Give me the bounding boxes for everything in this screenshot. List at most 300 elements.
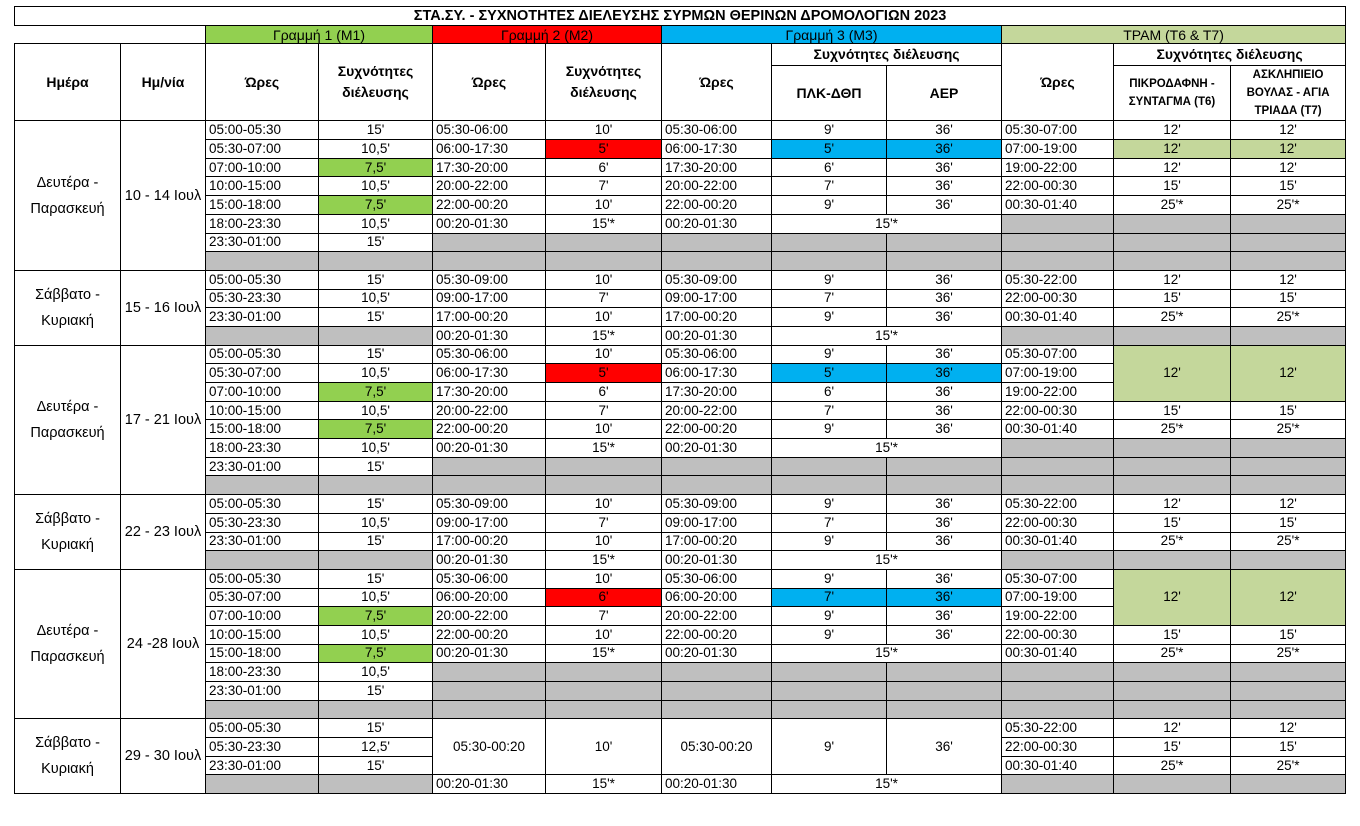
time-range-cell: 00:30-01:40	[1002, 308, 1114, 327]
time-range-cell: 05:30-06:00	[433, 569, 546, 588]
frequency-cell: 15'	[1114, 401, 1231, 420]
time-range-cell: 23:30-01:00	[206, 233, 319, 252]
frequency-cell: 12'	[1114, 270, 1231, 289]
frequency-cell: 10'	[546, 569, 662, 588]
time-range-cell: 20:00-22:00	[662, 607, 772, 626]
frequency-cell: 15'	[1231, 513, 1346, 532]
time-range-cell: 17:30-20:00	[662, 158, 772, 177]
frequency-cell: 9'	[772, 420, 887, 439]
empty-cell	[1002, 551, 1114, 570]
table-row	[15, 644, 1346, 663]
empty-cell	[1231, 233, 1346, 252]
frequency-cell: 9'	[772, 719, 887, 775]
empty-cell	[1002, 439, 1114, 458]
table-row	[15, 289, 1346, 308]
frequency-cell: 12'	[1114, 569, 1231, 625]
empty-cell	[433, 457, 546, 476]
m2-hours-header: Ώρες	[433, 44, 546, 121]
empty-cell	[1231, 775, 1346, 794]
time-range-cell: 05:30-07:00	[1002, 345, 1114, 364]
frequency-cell: 36'	[887, 140, 1002, 159]
date-cell: 15 - 16 Ιουλ	[121, 270, 206, 345]
table-row	[15, 476, 1346, 495]
table-row	[15, 439, 1346, 458]
empty-cell	[433, 682, 546, 701]
m2-frequency-header: Συχνότητες διέλευσης	[546, 44, 662, 121]
time-range-cell: 00:20-01:30	[433, 439, 546, 458]
table-row	[15, 252, 1346, 271]
frequency-cell: 5'	[772, 140, 887, 159]
time-range-cell: 05:00-05:30	[206, 345, 319, 364]
table-row	[15, 196, 1346, 215]
time-range-cell: 23:30-01:00	[206, 682, 319, 701]
frequency-cell: 15'*	[546, 214, 662, 233]
date-cell: 29 - 30 Ιουλ	[121, 719, 206, 794]
time-range-cell: 05:30-07:00	[1002, 121, 1114, 140]
frequency-cell: 5'	[546, 364, 662, 383]
frequency-cell: 7'	[546, 289, 662, 308]
table-row	[15, 625, 1346, 644]
empty-cell	[319, 326, 433, 345]
frequency-cell: 36'	[887, 121, 1002, 140]
frequency-cell: 15'	[1231, 177, 1346, 196]
frequency-cell: 12'	[1114, 345, 1231, 401]
empty-cell	[546, 663, 662, 682]
empty-cell	[1231, 700, 1346, 719]
frequency-cell: 36'	[887, 158, 1002, 177]
frequency-cell: 10'	[546, 532, 662, 551]
time-range-cell: 05:30-22:00	[1002, 270, 1114, 289]
empty-cell	[1002, 663, 1114, 682]
time-range-cell: 06:00-17:30	[662, 140, 772, 159]
frequency-cell: 10,5'	[319, 364, 433, 383]
time-range-cell: 22:00-00:20	[433, 420, 546, 439]
table-row	[15, 569, 1346, 588]
time-range-cell: 06:00-17:30	[433, 140, 546, 159]
frequency-cell: 10,5'	[319, 513, 433, 532]
empty-cell	[1002, 775, 1114, 794]
frequency-cell: 9'	[772, 607, 887, 626]
time-range-cell: 00:20-01:30	[662, 214, 772, 233]
time-range-cell: 00:30-01:40	[1002, 196, 1114, 215]
time-range-cell: 06:00-17:30	[662, 364, 772, 383]
empty-cell	[662, 682, 772, 701]
time-range-cell: 17:00-00:20	[433, 308, 546, 327]
frequency-cell: 15'	[319, 308, 433, 327]
empty-cell	[1114, 457, 1231, 476]
frequency-cell: 36'	[887, 513, 1002, 532]
day-cell: Δευτέρα - Παρασκευή	[15, 121, 121, 271]
m1-frequency-header: Συχνότητες διέλευσης	[319, 44, 433, 121]
day-cell: Δευτέρα - Παρασκευή	[15, 345, 121, 495]
empty-cell	[546, 476, 662, 495]
time-range-cell: 20:00-22:00	[662, 401, 772, 420]
time-range-cell: 05:30-09:00	[433, 495, 546, 514]
frequency-cell: 36'	[887, 569, 1002, 588]
empty-cell	[772, 457, 887, 476]
frequency-cell: 36'	[887, 420, 1002, 439]
empty-cell	[206, 775, 319, 794]
empty-cell	[772, 663, 887, 682]
frequency-cell: 12'	[1231, 719, 1346, 738]
empty-cell	[887, 252, 1002, 271]
frequency-cell: 10'	[546, 495, 662, 514]
frequency-cell: 36'	[887, 270, 1002, 289]
frequency-cell: 10,5'	[319, 289, 433, 308]
time-range-cell: 23:30-01:00	[206, 756, 319, 775]
frequency-cell: 36'	[887, 196, 1002, 215]
empty-cell	[433, 476, 546, 495]
time-range-cell: 22:00-00:30	[1002, 513, 1114, 532]
frequency-cell: 7'	[546, 401, 662, 420]
table-row	[15, 140, 1346, 159]
time-range-cell: 00:20-01:30	[662, 551, 772, 570]
frequency-cell: 15'*	[546, 644, 662, 663]
frequency-cell: 15'*	[772, 775, 1002, 794]
empty-cell	[1002, 457, 1114, 476]
frequency-cell: 12'	[1114, 719, 1231, 738]
empty-cell	[1231, 476, 1346, 495]
empty-cell	[319, 775, 433, 794]
time-range-cell: 20:00-22:00	[433, 401, 546, 420]
frequency-cell: 15'	[319, 345, 433, 364]
time-range-cell: 09:00-17:00	[433, 513, 546, 532]
m3-aer-header: ΑΕΡ	[887, 66, 1002, 121]
time-range-cell: 05:30-07:00	[1002, 569, 1114, 588]
date-cell: 17 - 21 Ιουλ	[121, 345, 206, 495]
time-range-cell: 09:00-17:00	[433, 289, 546, 308]
table-row	[15, 457, 1346, 476]
frequency-cell: 12'	[1231, 345, 1346, 401]
time-range-cell: 23:30-01:00	[206, 532, 319, 551]
frequency-cell: 25'*	[1231, 196, 1346, 215]
table-row	[15, 401, 1346, 420]
frequency-cell: 15'*	[772, 326, 1002, 345]
empty-cell	[1231, 252, 1346, 271]
table-row	[15, 177, 1346, 196]
frequency-cell: 10,5'	[319, 439, 433, 458]
tram-frequency-header: Συχνότητες διέλευσης	[1114, 44, 1346, 66]
time-range-cell: 19:00-22:00	[1002, 158, 1114, 177]
time-range-cell: 05:00-05:30	[206, 719, 319, 738]
frequency-cell: 36'	[887, 383, 1002, 402]
frequency-cell: 15'	[1231, 289, 1346, 308]
time-range-cell: 07:00-10:00	[206, 383, 319, 402]
frequency-cell: 7,5'	[319, 383, 433, 402]
frequency-cell: 9'	[772, 532, 887, 551]
column-header-day: Ημέρα	[15, 44, 121, 121]
time-range-cell: 18:00-23:30	[206, 439, 319, 458]
table-row	[15, 233, 1346, 252]
frequency-cell: 36'	[887, 532, 1002, 551]
empty-cell	[1231, 457, 1346, 476]
time-range-cell: 05:30-09:00	[662, 270, 772, 289]
time-range-cell: 05:00-05:30	[206, 121, 319, 140]
empty-cell	[546, 233, 662, 252]
empty-cell	[1114, 476, 1231, 495]
frequency-cell: 7'	[546, 513, 662, 532]
frequency-cell: 7,5'	[319, 420, 433, 439]
empty-cell	[662, 663, 772, 682]
time-range-cell: 06:00-20:00	[433, 588, 546, 607]
frequency-cell: 7'	[772, 513, 887, 532]
time-range-cell: 05:30-07:00	[206, 364, 319, 383]
frequency-cell: 15'	[1114, 625, 1231, 644]
time-range-cell: 05:30-23:30	[206, 513, 319, 532]
empty-cell	[1114, 252, 1231, 271]
frequency-cell: 5'	[772, 364, 887, 383]
time-range-cell: 05:30-07:00	[206, 140, 319, 159]
time-range-cell: 00:20-01:30	[662, 439, 772, 458]
frequency-cell: 15'*	[546, 551, 662, 570]
tram-t7-header: ΑΣΚΛΗΠΙΕΙΟ ΒΟΥΛΑΣ - ΑΓΙΑ ΤΡΙΑΔΑ (Τ7)	[1231, 66, 1346, 121]
table-row	[15, 663, 1346, 682]
time-range-cell: 05:00-05:30	[206, 270, 319, 289]
table-row	[15, 719, 1346, 738]
frequency-cell: 7,5'	[319, 196, 433, 215]
frequency-cell: 7,5'	[319, 158, 433, 177]
time-range-cell: 22:00-00:20	[433, 625, 546, 644]
time-range-cell: 05:30-07:00	[206, 588, 319, 607]
time-range-cell: 22:00-00:20	[662, 420, 772, 439]
frequency-cell: 7'	[772, 588, 887, 607]
time-range-cell: 22:00-00:30	[1002, 625, 1114, 644]
frequency-cell: 25'*	[1231, 532, 1346, 551]
empty-cell	[662, 233, 772, 252]
table-row	[15, 308, 1346, 327]
tram-t6-header: ΠΙΚΡΟΔΑΦΝΗ - ΣΥΝΤΑΓΜΑ (Τ6)	[1114, 66, 1231, 121]
empty-cell	[433, 252, 546, 271]
empty-cell	[1114, 663, 1231, 682]
frequency-cell: 12'	[1114, 158, 1231, 177]
frequency-cell: 15'	[1114, 513, 1231, 532]
time-range-cell: 17:00-00:20	[662, 308, 772, 327]
table-row	[15, 270, 1346, 289]
frequency-cell: 10,5'	[319, 177, 433, 196]
frequency-cell: 15'*	[772, 551, 1002, 570]
empty-cell	[1114, 775, 1231, 794]
empty-cell	[1114, 214, 1231, 233]
empty-cell	[1231, 663, 1346, 682]
frequency-cell: 10,5'	[319, 588, 433, 607]
time-range-cell: 17:30-20:00	[433, 383, 546, 402]
table-row	[15, 700, 1346, 719]
frequency-cell: 25'*	[1114, 420, 1231, 439]
frequency-cell: 10,5'	[319, 140, 433, 159]
frequency-cell: 7'	[546, 177, 662, 196]
time-range-cell: 00:20-01:30	[662, 644, 772, 663]
time-range-cell: 22:00-00:30	[1002, 177, 1114, 196]
line-tram-header: ΤΡΑΜ (Τ6 & Τ7)	[1002, 25, 1346, 44]
time-range-cell: 17:00-00:20	[662, 532, 772, 551]
time-range-cell: 05:30-00:20	[433, 719, 546, 775]
empty-cell	[1002, 700, 1114, 719]
time-range-cell: 05:30-06:00	[662, 569, 772, 588]
time-range-cell: 10:00-15:00	[206, 401, 319, 420]
time-range-cell: 05:30-23:30	[206, 289, 319, 308]
frequency-cell: 9'	[772, 196, 887, 215]
empty-cell	[206, 700, 319, 719]
frequency-cell: 7,5'	[319, 644, 433, 663]
empty-cell	[433, 700, 546, 719]
empty-cell	[1114, 233, 1231, 252]
frequency-cell: 10,5'	[319, 625, 433, 644]
time-range-cell: 17:00-00:20	[433, 532, 546, 551]
line-m3-header: Γραμμή 3 (Μ3)	[662, 25, 1002, 44]
date-cell: 24 -28 Ιουλ	[121, 569, 206, 719]
header-spacer	[15, 25, 206, 44]
time-range-cell: 00:20-01:30	[433, 551, 546, 570]
day-cell: Σάββατο - Κυριακή	[15, 719, 121, 794]
time-range-cell: 23:30-01:00	[206, 457, 319, 476]
frequency-cell: 6'	[546, 588, 662, 607]
frequency-cell: 25'*	[1231, 420, 1346, 439]
empty-cell	[772, 700, 887, 719]
frequency-cell: 12'	[1114, 140, 1231, 159]
empty-cell	[1002, 682, 1114, 701]
schedule-document	[14, 6, 1346, 794]
time-range-cell: 07:00-19:00	[1002, 364, 1114, 383]
frequency-cell: 15'*	[772, 214, 1002, 233]
empty-cell	[887, 700, 1002, 719]
table-row	[15, 345, 1346, 364]
empty-cell	[1002, 233, 1114, 252]
time-range-cell: 09:00-17:00	[662, 289, 772, 308]
line-m2-header: Γραμμή 2 (Μ2)	[433, 25, 662, 44]
empty-cell	[1002, 214, 1114, 233]
empty-cell	[887, 457, 1002, 476]
time-range-cell: 05:30-06:00	[662, 121, 772, 140]
time-range-cell: 00:20-01:30	[433, 644, 546, 663]
frequency-cell: 15'*	[772, 439, 1002, 458]
empty-cell	[433, 233, 546, 252]
frequency-cell: 7,5'	[319, 607, 433, 626]
frequency-cell: 12'	[1231, 158, 1346, 177]
table-row	[15, 326, 1346, 345]
frequency-cell: 15'	[319, 121, 433, 140]
frequency-cell: 15'	[1114, 289, 1231, 308]
empty-cell	[1231, 214, 1346, 233]
time-range-cell: 07:00-10:00	[206, 158, 319, 177]
time-range-cell: 00:20-01:30	[662, 775, 772, 794]
frequency-cell: 25'*	[1114, 756, 1231, 775]
frequency-cell: 6'	[546, 158, 662, 177]
empty-cell	[1002, 476, 1114, 495]
frequency-cell: 36'	[887, 308, 1002, 327]
time-range-cell: 00:20-01:30	[662, 326, 772, 345]
empty-cell	[772, 682, 887, 701]
frequency-cell: 9'	[772, 270, 887, 289]
empty-cell	[1002, 252, 1114, 271]
empty-cell	[772, 233, 887, 252]
empty-cell	[1002, 326, 1114, 345]
time-range-cell: 22:00-00:20	[662, 196, 772, 215]
frequency-cell: 25'*	[1231, 644, 1346, 663]
frequency-cell: 25'*	[1231, 308, 1346, 327]
frequency-cell: 15'*	[546, 326, 662, 345]
m3-hours-header: Ώρες	[662, 44, 772, 121]
table-row	[15, 532, 1346, 551]
frequency-cell: 12,5'	[319, 738, 433, 757]
empty-cell	[1231, 326, 1346, 345]
frequency-cell: 25'*	[1231, 756, 1346, 775]
day-cell: Σάββατο - Κυριακή	[15, 495, 121, 570]
time-range-cell: 07:00-19:00	[1002, 140, 1114, 159]
schedule-table	[14, 6, 1346, 794]
table-row	[15, 775, 1346, 794]
frequency-cell: 15'	[319, 719, 433, 738]
empty-cell	[662, 476, 772, 495]
frequency-cell: 15'*	[772, 644, 1002, 663]
empty-cell	[887, 233, 1002, 252]
frequency-cell: 36'	[887, 401, 1002, 420]
frequency-cell: 36'	[887, 177, 1002, 196]
frequency-cell: 5'	[546, 140, 662, 159]
frequency-cell: 15'	[1231, 401, 1346, 420]
time-range-cell: 07:00-19:00	[1002, 588, 1114, 607]
frequency-cell: 10'	[546, 345, 662, 364]
empty-cell	[206, 551, 319, 570]
time-range-cell: 00:30-01:40	[1002, 644, 1114, 663]
time-range-cell: 06:00-17:30	[433, 364, 546, 383]
time-range-cell: 20:00-22:00	[662, 177, 772, 196]
frequency-cell: 15'	[319, 233, 433, 252]
frequency-cell: 25'*	[1114, 644, 1231, 663]
frequency-cell: 6'	[772, 383, 887, 402]
table-row	[15, 158, 1346, 177]
table-row	[15, 682, 1346, 701]
frequency-cell: 15'	[319, 270, 433, 289]
time-range-cell: 19:00-22:00	[1002, 607, 1114, 626]
time-range-cell: 05:00-05:30	[206, 569, 319, 588]
table-row	[15, 551, 1346, 570]
frequency-cell: 9'	[772, 625, 887, 644]
frequency-cell: 12'	[1231, 495, 1346, 514]
time-range-cell: 05:30-06:00	[433, 345, 546, 364]
day-cell: Δευτέρα - Παρασκευή	[15, 569, 121, 719]
frequency-cell: 36'	[887, 607, 1002, 626]
time-range-cell: 00:30-01:40	[1002, 532, 1114, 551]
empty-cell	[662, 252, 772, 271]
time-range-cell: 19:00-22:00	[1002, 383, 1114, 402]
time-range-cell: 05:30-06:00	[433, 121, 546, 140]
frequency-cell: 7'	[772, 177, 887, 196]
frequency-cell: 12'	[1114, 121, 1231, 140]
frequency-cell: 9'	[772, 569, 887, 588]
frequency-cell: 15'*	[546, 439, 662, 458]
frequency-cell: 36'	[887, 289, 1002, 308]
time-range-cell: 05:30-22:00	[1002, 719, 1114, 738]
time-range-cell: 00:20-01:30	[433, 214, 546, 233]
frequency-cell: 15'	[1231, 625, 1346, 644]
frequency-cell: 10'	[546, 719, 662, 775]
time-range-cell: 22:00-00:30	[1002, 738, 1114, 757]
time-range-cell: 15:00-18:00	[206, 196, 319, 215]
empty-cell	[1114, 551, 1231, 570]
frequency-cell: 15'	[1231, 738, 1346, 757]
date-cell: 22 - 23 Ιουλ	[121, 495, 206, 570]
frequency-cell: 25'*	[1114, 196, 1231, 215]
day-cell: Σάββατο - Κυριακή	[15, 270, 121, 345]
frequency-cell: 12'	[1231, 121, 1346, 140]
empty-cell	[887, 476, 1002, 495]
time-range-cell: 22:00-00:30	[1002, 289, 1114, 308]
frequency-cell: 10'	[546, 270, 662, 289]
time-range-cell: 06:00-20:00	[662, 588, 772, 607]
page-title: ΣΤΑ.ΣΥ. - ΣΥΧΝΟΤΗΤΕΣ ΔΙΕΛΕΥΣΗΣ ΣΥΡΜΩΝ ΘΕΡΙΝΩΝ ΔΡΟΜΟΛΟΓΙΩΝ 2023	[15, 7, 1346, 26]
empty-cell	[1114, 326, 1231, 345]
time-range-cell: 00:30-01:40	[1002, 420, 1114, 439]
